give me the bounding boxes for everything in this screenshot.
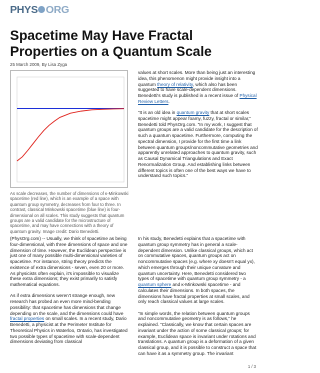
site-header: [0, 0, 264, 23]
dimension-chart: [10, 70, 128, 188]
link-physical-review-letters[interactable]: Physical Review Letters: [138, 93, 257, 104]
article-title: Spacetime May Have Fractal Properties on a Quantum Scale: [10, 28, 212, 59]
paragraph: “In simple words, the relation between quantum groups and noncommutative geometry is as follows,” he explained. “Classically, we know that certain spaces are invariant under the action of some classical groups; for example, Euclidean space is invariant under rotations and translations. A quantum group is a deformation of a given classical group, and it is possible to construct a space that can have it as a symmetry group. The invariant: [138, 310, 257, 356]
figure-caption: As scale decreases, the number of dimensions of κ-Minkowski spacetime (red line), which is an example of a space with quantum group symmetry, decreases from four to three. In contrast, classical Minkowski spacetime (blue line) is four-dimensional on all scales. This study suggests that quantum groups are a valid candidate for the microstructure of spacetime, and may have connections with a theory of quantum gravity. Image credit: Dario Benedetti.: [10, 191, 129, 234]
article-column-right-top: [138, 70, 258, 185]
logo-globe-icon: [38, 6, 45, 13]
article-column-right: [138, 236, 258, 362]
physorg-logo[interactable]: [10, 4, 69, 16]
paragraph: “It is an old idea in quantum gravity that at short scales spacetime might appear foamy, fuzzy, fractal or similar,” Benedetti told PhysOrg.com. “In my work, I suggest that quantum groups are a valid candidate for the description of such a quantum spacetime. Furthermore, computing the spectral dimension, I provide for the first time a link between quantum groups/noncommutative geometries and apparently unrelated approaches to quantum gravity, such as Causal Dynamical Triangulations and Exact Renormalization Group. And establishing links between different topics is often one of the best ways we have to understand such topics.”: [138, 110, 258, 179]
dimension-chart-svg: [11, 71, 128, 188]
series-line-1: [17, 109, 124, 161]
link-theory-of-relativity[interactable]: theory of relativity: [157, 81, 193, 87]
article-column-left: [10, 236, 130, 351]
link-quantum-gravity[interactable]: quantum gravity: [176, 110, 210, 116]
paragraph: (PhysOrg.com) -- Usually, we think of spacetime as being four-dimensional, with three dimensions of space and one dimension of time. However, the Euclidean perspective is just one of many possible multi-dimensional varieties of spacetime. For instance, string theory predicts the existence of extra dimensions - seven, even 20 or more. As physicists often explain, it's impossible to visualize these extra dimensions; they exist primarily to satisfy mathematical equations.: [10, 236, 128, 287]
paragraph: As if extra dimensions weren't strange enough, new research has probed an even more mind-bending possibility: that spacetime has dimensions that change depending on the scale, and the dimensions could have fractal properties on small scales. In a recent study, Dario Benedetti, a physicist at the Perimeter Institute for Theoretical Physics in Waterloo, Ontario, has investigated two possible types of spacetime with scale-dependent dimensions deviating from classical: [10, 293, 128, 345]
page-number: 1 / 3: [247, 364, 256, 369]
logo-prefix: PHYS: [10, 4, 38, 16]
paragraph: values at short scales. More than being just an interesting idea, this phenomenon might provide insight into a quantum theory of relativity, which also has been suggested to have scale-dependent dimensions. Benedetti's study is published in a recent issue of Physical Review Letters.: [138, 70, 257, 104]
link-quantum-sphere[interactable]: quantum sphere: [138, 282, 172, 287]
link-fractal-properties[interactable]: fractal properties: [10, 316, 45, 322]
article-byline: 25 March 2009, By Lisa Zyga: [10, 62, 68, 67]
logo-suffix: ORG: [45, 4, 70, 16]
plot-frame: [17, 77, 124, 182]
paragraph: In his study, Benedetti explains that a spacetime with quantum group symmetry has in general a scale-dependent dimension. Unlike classical groups, which act on commutative spaces, quantum groups act on noncommutative spaces (e.g. where xy doesn't equal yx), which emerges through their unique curvature and quantum uncertainty. Here, Benedetti considered two types of spacetime with quantum group symmetry - a quantum sphere and κ-Minkowski spacetime - and calculates their dimensions. In both spaces, the dimensions have fractal properties at small scales, and only reach classical values at large scales.: [138, 236, 255, 305]
